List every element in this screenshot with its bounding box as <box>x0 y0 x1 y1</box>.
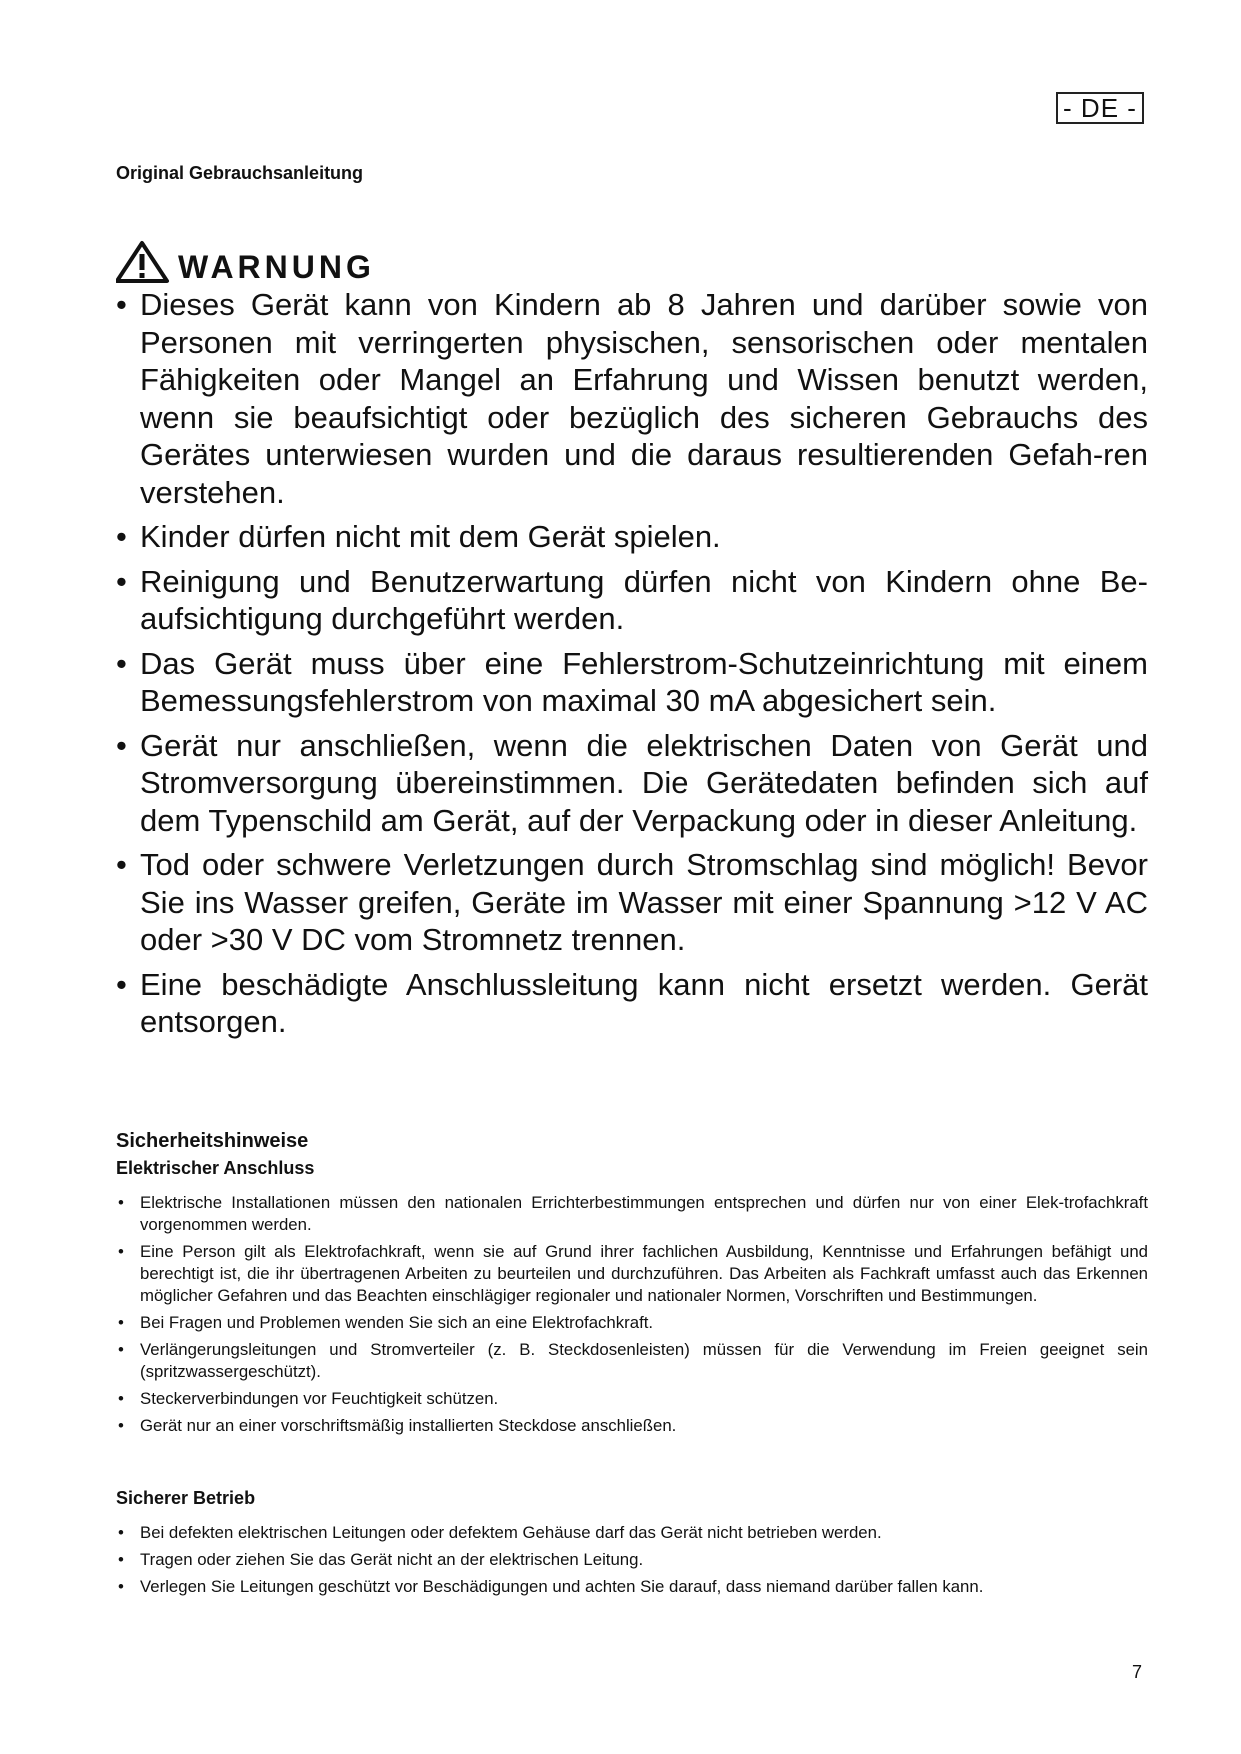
page-number: 7 <box>1132 1662 1143 1682</box>
list-item: • Elektrische Installationen müssen den nationalen Errichterbestimmungen entsprechen und dürfen nur von einer Elek-trofachkraft vorgenommen werden. <box>116 1192 1148 1236</box>
list-item: • Gerät nur an einer vorschriftsmäßig installierten Steckdose anschließen. <box>116 1415 1148 1437</box>
safety-title: Sicherheitshinweise <box>116 1130 309 1152</box>
list-item: • Eine Person gilt als Elektrofachkraft, wenn sie auf Grund ihrer fachlichen Ausbildung, Kenntnisse und Erfahrungen befähigt und berechtigt ist, die ihr übertragenen Arbeiten zu beurteilen und durchzuführen. Das Arbeiten als Fachkraft umfasst auch das Erkennen möglicher Gefahren und das Beachten einschlägiger regionaler und nationaler Normen, Vorschriften und Bestimmungen. <box>116 1241 1148 1307</box>
operation-title: Sicherer Betrieb <box>116 1488 256 1508</box>
warning-heading <box>116 240 375 284</box>
warning-triangle-icon <box>116 240 172 284</box>
document-type: Original Gebrauchsanleitung <box>116 163 364 183</box>
electrical-title: Elektrischer Anschluss <box>116 1158 315 1178</box>
warning-item: • Tod oder schwere Verletzungen durch Stromschlag sind möglich! Bevor Sie ins Wasser greifen, Geräte im Wasser mit einer Spannung >12 V AC oder >30 V DC vom Stromnetz trennen. <box>116 846 1148 959</box>
warning-item: • Eine beschädigte Anschlussleitung kann nicht ersetzt werden. Gerät entsorgen. <box>116 966 1148 1041</box>
warning-item: • Reinigung und Benutzerwartung dürfen nicht von Kindern ohne Be-aufsichtigung durchgeführt werden. <box>116 563 1148 638</box>
list-item: • Verlängerungsleitungen und Stromverteiler (z. B. Steckdosenleisten) müssen für die Verwendung im Freien geeignet sein (spritzwassergeschützt). <box>116 1339 1148 1383</box>
list-item: • Verlegen Sie Leitungen geschützt vor Beschädigungen und achten Sie darauf, dass niemand darüber fallen kann. <box>116 1576 1148 1598</box>
warning-item: • Das Gerät muss über eine Fehlerstrom-Schutzeinrichtung mit einem Bemessungsfehlerstrom von maximal 30 mA abgesichert sein. <box>116 645 1148 720</box>
operation-list <box>116 1522 1148 1603</box>
list-item: • Tragen oder ziehen Sie das Gerät nicht an der elektrischen Leitung. <box>116 1549 1148 1571</box>
warning-list <box>116 286 1148 1048</box>
electrical-list <box>116 1192 1148 1442</box>
warning-item: • Dieses Gerät kann von Kindern ab 8 Jahren und darüber sowie von Personen mit verringerten physischen, sensorischen oder mentalen Fähigkeiten oder Mangel an Erfahrung und Wissen benutzt werden, wenn sie beaufsichtigt oder bezüglich des sicheren Gebrauchs des Gerätes unterwiesen wurden und die daraus resultierenden Gefah-ren verstehen. <box>116 286 1148 511</box>
list-item: • Steckerverbindungen vor Feuchtigkeit schützen. <box>116 1388 1148 1410</box>
list-item: • Bei defekten elektrischen Leitungen oder defektem Gehäuse darf das Gerät nicht betrieben werden. <box>116 1522 1148 1544</box>
warning-item: • Gerät nur anschließen, wenn die elektrischen Daten von Gerät und Stromversorgung übereinstimmen. Die Gerätedaten befinden sich auf dem Typenschild am Gerät, auf der Verpackung oder in dieser Anleitung. <box>116 727 1148 840</box>
list-item: • Bei Fragen und Problemen wenden Sie sich an eine Elektrofachkraft. <box>116 1312 1148 1334</box>
warning-title: WARNUNG <box>178 248 375 285</box>
language-tag: - DE - <box>1056 92 1144 124</box>
warning-item: • Kinder dürfen nicht mit dem Gerät spielen. <box>116 518 1148 556</box>
